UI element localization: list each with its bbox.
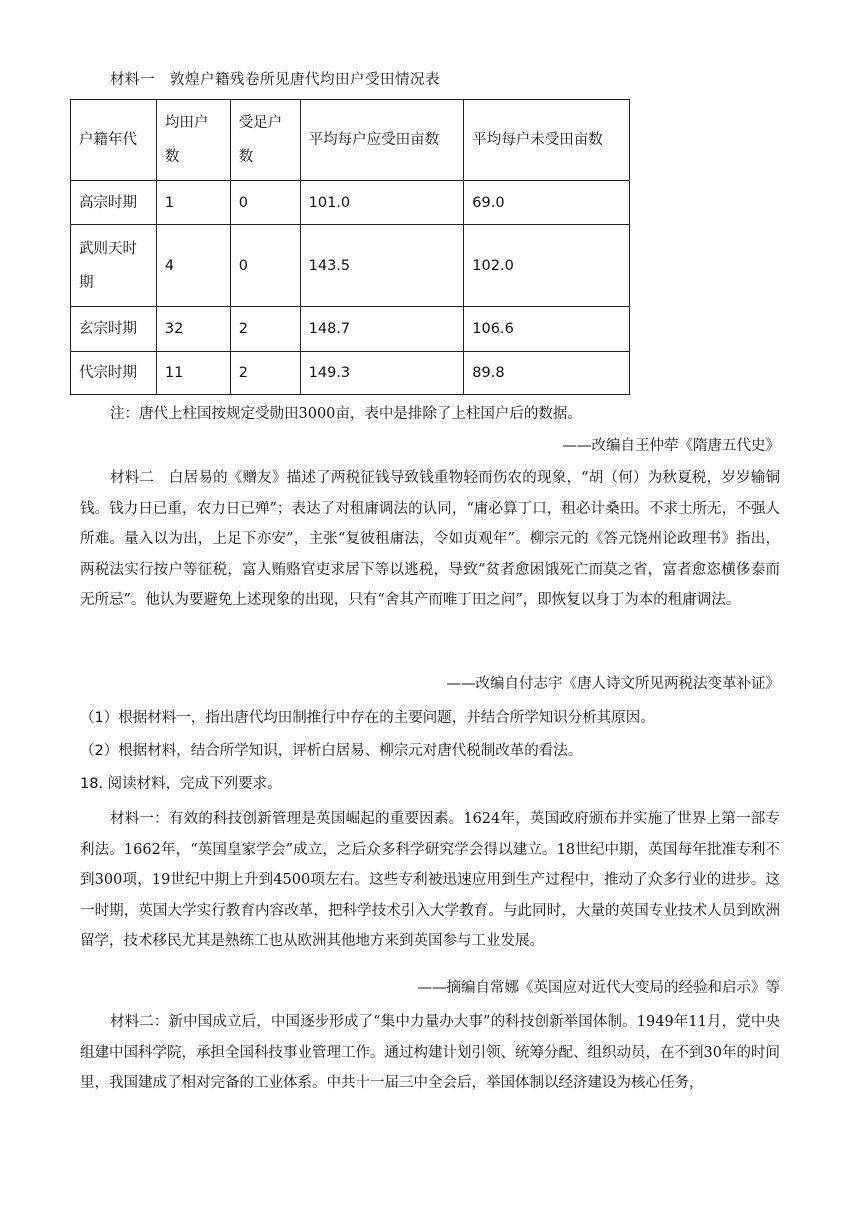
table-cell: 2 xyxy=(230,352,300,395)
land-allocation-table xyxy=(70,99,630,395)
table-note: 注：唐代上柱国按规定受勋田3000亩，表中是排除了上柱国户后的数据。 xyxy=(110,406,582,422)
table-header-cell: 受足户数 xyxy=(230,100,300,181)
table-header-cell: 平均每户应受田亩数 xyxy=(300,100,464,181)
material1-heading: 材料一 敦煌户籍残卷所见唐代均田户受田情况表 xyxy=(110,72,440,88)
table-row xyxy=(71,181,630,225)
table-cell: 143.5 xyxy=(300,225,464,307)
table-row xyxy=(71,307,630,352)
table-cell: 武则天时期 xyxy=(71,225,157,307)
table-cell: 148.7 xyxy=(300,307,464,352)
table-header-cell: 平均每户未受田亩数 xyxy=(464,100,630,181)
table-row xyxy=(71,225,630,307)
q18-source1: ——摘编自常娜《英国应对近代大变局的经验和启示》等 xyxy=(417,980,780,996)
table-cell: 69.0 xyxy=(464,181,630,225)
table-cell: 102.0 xyxy=(464,225,630,307)
material1-source: ——改编自王仲荦《隋唐五代史》 xyxy=(562,438,780,454)
table-header-row xyxy=(71,100,630,181)
table-cell: 89.8 xyxy=(464,352,630,395)
q18-title: 18. 阅读材料，完成下列要求。 xyxy=(80,776,282,792)
table-cell: 4 xyxy=(156,225,230,307)
question-2: （2）根据材料，结合所学知识，评析白居易、柳宗元对唐代税制改革的看法。 xyxy=(80,743,583,759)
table-cell: 101.0 xyxy=(300,181,464,225)
table-cell: 0 xyxy=(230,225,300,307)
table-cell: 高宗时期 xyxy=(71,181,157,225)
table-cell: 149.3 xyxy=(300,352,464,395)
table-cell: 0 xyxy=(230,181,300,225)
table-cell: 11 xyxy=(156,352,230,395)
table-cell: 2 xyxy=(230,307,300,352)
q18-material1: 材料一：有效的科技创新管理是英国崛起的重要因素。1624年，英国政府颁布并实施了世界上第一部专利法。1662年，“英国皇家学会”成立，之后众多科学研究学会得以建立。18世纪中期，英国每年批准专利不到300项，19世纪中期上升到4500项左右。这些专利被迅速应用到生产过程中，推动了众多行业的进步。这一时期，英国大学实行教育内容改革，把科学技术引入大学教育。与此同时，大量的英国专业技术人员到欧洲留学，技术移民尤其是熟练工也从欧洲其他地方来到英国参与工业发展。 xyxy=(80,811,780,949)
table-cell: 106.6 xyxy=(464,307,630,352)
q18-material2: 材料二：新中国成立后，中国逐步形成了“集中力量办大事”的科技创新举国体制。1949年11月，党中央组建中国科学院，承担全国科技事业管理工作。通过构建计划引领、统筹分配、组织动员，在不到30年的时间里，我国建成了相对完备的工业体系。中共十一届三中全会后，举国体制以经济建设为核心任务， xyxy=(80,1014,780,1091)
table-cell: 32 xyxy=(156,307,230,352)
table-row xyxy=(71,352,630,395)
material2-source: ——改编自付志宇《唐人诗文所见两税法变革补证》 xyxy=(446,676,780,692)
material2-text: 材料二 白居易的《赠友》描述了两税征钱导致钱重物轻而伤农的现象，“胡（何）为秋夏税，岁岁输铜钱。钱力日已重，农力日已殚”；表达了对租庸调法的认同，“庸必算丁口，租必计桑田。不求土所无，不强人所难。量入以为出，上足下亦安”，主张“复彼租庸法，令如贞观年”。柳宗元的《答元饶州论政理书》指出，两税法实行按户等征税，富人贿赂官吏求居下等以逃税，导致“贫者愈困饿死亡而莫之省，富者愈恣横侈泰而无所忌”。他认为要避免上述现象的出现，只有“舍其产而唯丁田之问”，即恢复以身丁为本的租庸调法。 xyxy=(80,470,780,608)
table-header-cell: 均田户数 xyxy=(156,100,230,181)
table-header-cell: 户籍年代 xyxy=(71,100,157,181)
table-cell: 玄宗时期 xyxy=(71,307,157,352)
question-1: （1）根据材料一，指出唐代均田制推行中存在的主要问题，并结合所学知识分析其原因。 xyxy=(80,710,655,726)
table-cell: 代宗时期 xyxy=(71,352,157,395)
table-cell: 1 xyxy=(156,181,230,225)
